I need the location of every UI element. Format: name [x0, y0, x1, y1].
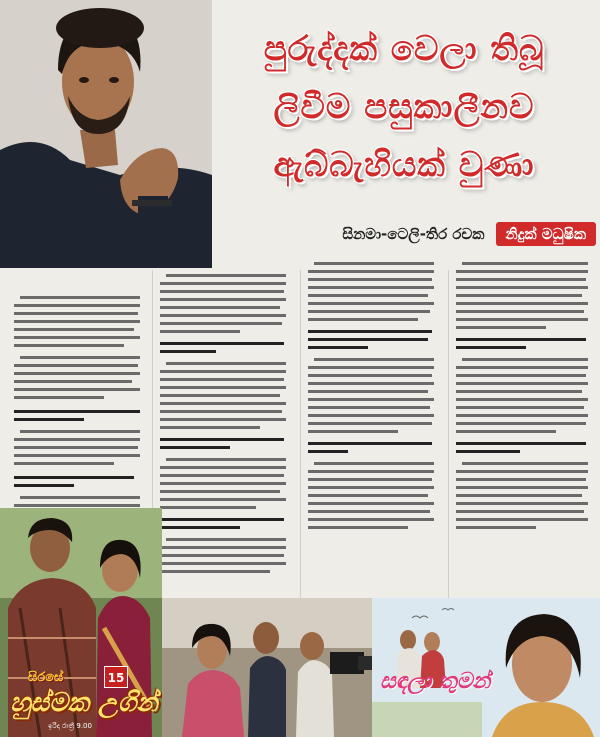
column-divider — [300, 270, 301, 600]
article-column-3 — [308, 258, 440, 574]
column-divider — [448, 270, 449, 600]
show-timeslot: ඉරිදා රාත්‍රී 9.00 — [48, 722, 92, 730]
second-show-title: සඳලා තුමන් — [380, 668, 491, 694]
headline-line-2: ලිවීම පසුකාලීනව — [273, 87, 535, 127]
article-column-4 — [456, 258, 594, 548]
headline-line-3: ඇබ්බැහියක් වුණා — [273, 145, 535, 185]
age-rating-badge: 15 — [104, 666, 128, 688]
author-portrait — [0, 0, 212, 268]
drama-still-middle — [162, 598, 372, 737]
article-column-2 — [160, 270, 292, 610]
channel-label: සිරසේ — [28, 670, 64, 685]
show-logo — [8, 670, 158, 732]
byline-role: සිනමා-ටෙලි-තිර රචක — [342, 225, 485, 243]
show-title: හුස්මක උගින් — [10, 688, 158, 718]
byline-author: නිදුක් මධුෂික — [496, 222, 596, 246]
headline-line-1: පුරුද්දක් වෙලා තිබූ — [263, 29, 545, 69]
byline — [226, 222, 596, 252]
